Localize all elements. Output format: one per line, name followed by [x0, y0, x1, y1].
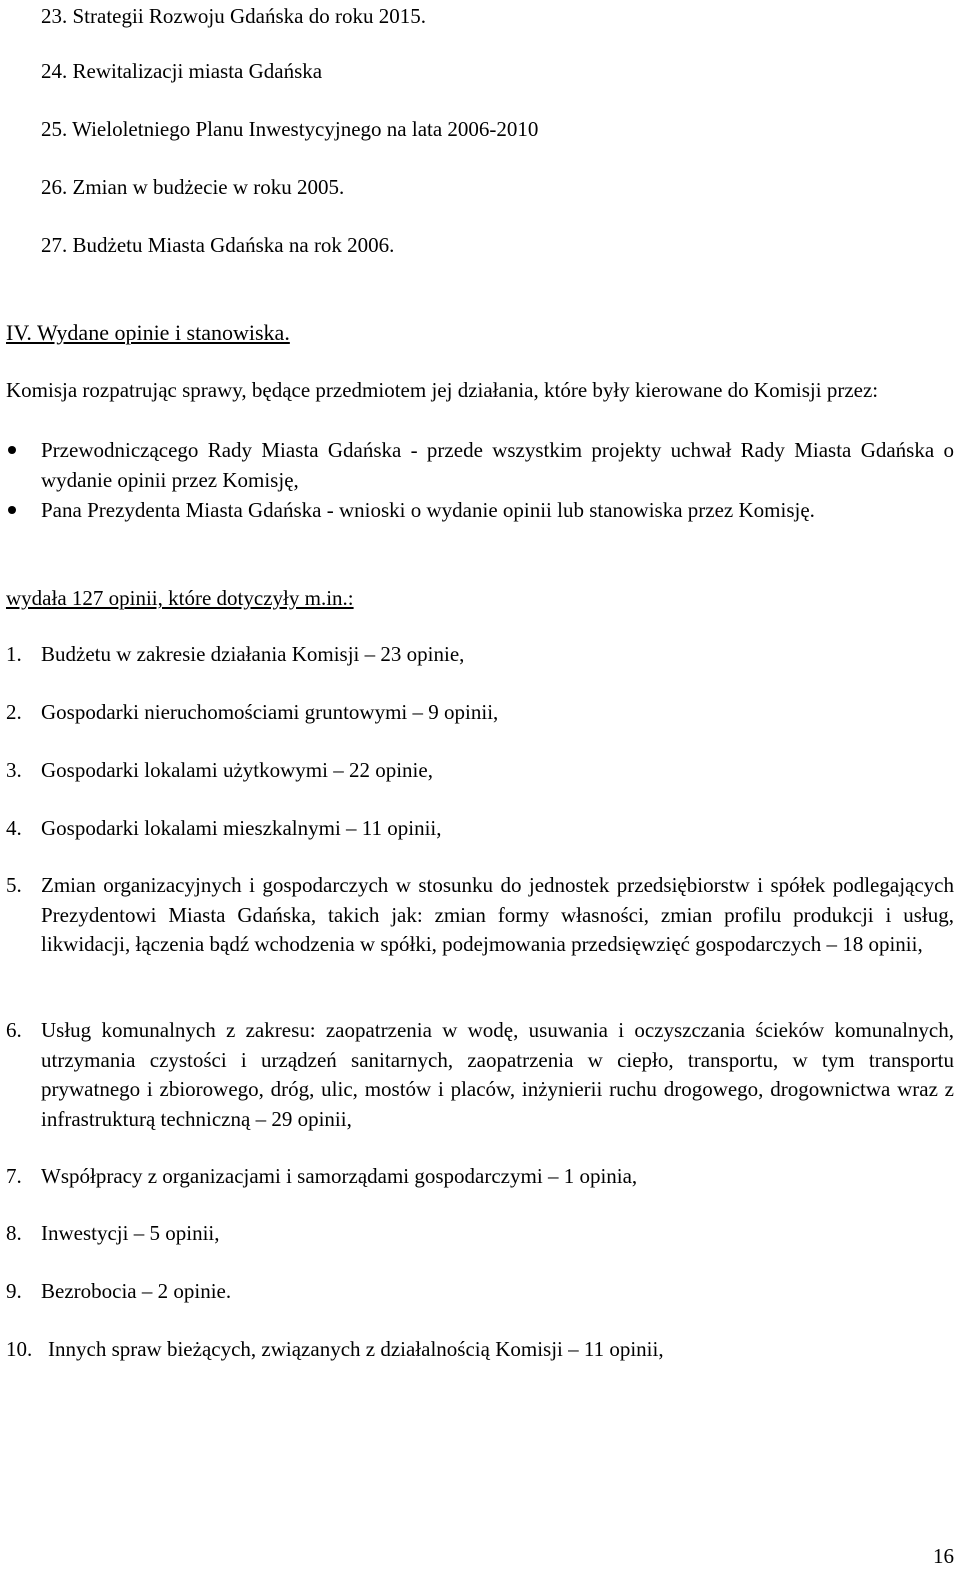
item-text: Budżetu w zakresie działania Komisji	[41, 642, 360, 666]
item-count: – 22 opinie,	[333, 758, 433, 782]
list-item: 25. Wieloletniego Planu Inwestycyjnego na lata 2006-2010	[41, 117, 539, 141]
item-number: 3.	[6, 758, 22, 782]
list-item	[6, 871, 954, 960]
item-count: – 11 opinii,	[568, 1337, 664, 1361]
item-number: 10.	[6, 1337, 33, 1361]
item-text: Innych spraw bieżących, związanych z działalnością Komisji	[48, 1337, 563, 1361]
item-text: Gospodarki lokalami użytkowymi	[41, 758, 328, 782]
item-text: Usług komunalnych z zakresu: zaopatrzenia w wodę, usuwania i oczyszczania ścieków komunalnych, utrzymania czystości i urządzeń sanitarnych, zaopatrzenia w ciepło, transportu, w tym transportu prywatnego i zbiorowego, dróg, ulic, mostów i placów, inżynierii ruchu drogowego, drogownictwa wraz z infrastrukturą techniczną	[41, 1018, 954, 1131]
list-item	[6, 1219, 954, 1249]
item-count: – 11 opinii,	[346, 816, 442, 840]
summary-line: wydała 127 opinii, które dotyczyły m.in.:	[6, 586, 354, 610]
intro-paragraph: Komisja rozpatrując sprawy, będące przedmiotem jej działania, które były kierowane do Komisji przez:	[6, 378, 879, 402]
item-number: 4.	[6, 816, 22, 840]
list-item	[6, 698, 954, 728]
item-count: – 2 opinie.	[141, 1279, 232, 1303]
bullet-icon	[8, 506, 16, 514]
item-count: – 1 opinia,	[547, 1164, 638, 1188]
list-item: 24. Rewitalizacji miasta Gdańska	[41, 59, 323, 83]
list-item	[6, 435, 954, 495]
list-item	[6, 814, 954, 844]
item-count: – 5 opinii,	[133, 1221, 220, 1245]
item-number: 8.	[6, 1221, 22, 1245]
item-text: Gospodarki nieruchomościami gruntowymi	[41, 700, 408, 724]
item-count: – 18 opinii,	[826, 932, 923, 956]
item-count: – 23 opinie,	[364, 642, 465, 666]
list-item: 26. Zmian w budżecie w roku 2005.	[41, 175, 345, 199]
list-item	[6, 1162, 954, 1192]
list-item: 27. Budżetu Miasta Gdańska na rok 2006.	[41, 233, 395, 257]
page-number: 16	[933, 1544, 954, 1568]
list-item	[6, 640, 954, 670]
item-text: Inwestycji	[41, 1221, 129, 1245]
list-item	[6, 495, 954, 525]
bullet-text: Pana Prezydenta Miasta Gdańska - wnioski o wydanie opinii lub stanowiska przez Komisję.	[41, 498, 815, 522]
list-item	[6, 1277, 954, 1307]
item-number: 6.	[6, 1018, 22, 1042]
item-count: – 29 opinii,	[255, 1106, 352, 1131]
item-number: 9.	[6, 1279, 22, 1303]
item-text: Zmian organizacyjnych i gospodarczych w stosunku do jednostek przedsiębiorstw i spółek podlegających Prezydentowi Miasta Gdańska, takich jak: zmian formy własności, zmian profilu produkcji i usług, likwidacji, łączenia bądź wchodzenia w spółki, podejmowania przedsięwzięć gospodarczych	[41, 873, 954, 956]
list-item	[6, 756, 954, 786]
bullet-icon	[8, 446, 16, 454]
item-text: Współpracy z organizacjami i samorządami gospodarczymi	[41, 1164, 543, 1188]
list-item: 23. Strategii Rozwoju Gdańska do roku 2015.	[41, 4, 426, 28]
bullet-text: Przewodniczącego Rady Miasta Gdańska - przede wszystkim projekty uchwał Rady Miasta Gdańska o wydanie opinii przez Komisję,	[41, 438, 954, 492]
item-text: Bezrobocia	[41, 1279, 137, 1303]
bullet-list	[6, 435, 954, 525]
list-item	[6, 1016, 954, 1134]
item-text: Gospodarki lokalami mieszkalnymi	[41, 816, 341, 840]
item-number: 1.	[6, 642, 22, 666]
item-count: – 9 opinii,	[412, 700, 499, 724]
item-number: 7.	[6, 1164, 22, 1188]
item-number: 2.	[6, 700, 22, 724]
list-item	[6, 1335, 954, 1365]
section-heading: IV. Wydane opinie i stanowiska.	[6, 320, 290, 345]
item-number: 5.	[6, 873, 22, 897]
